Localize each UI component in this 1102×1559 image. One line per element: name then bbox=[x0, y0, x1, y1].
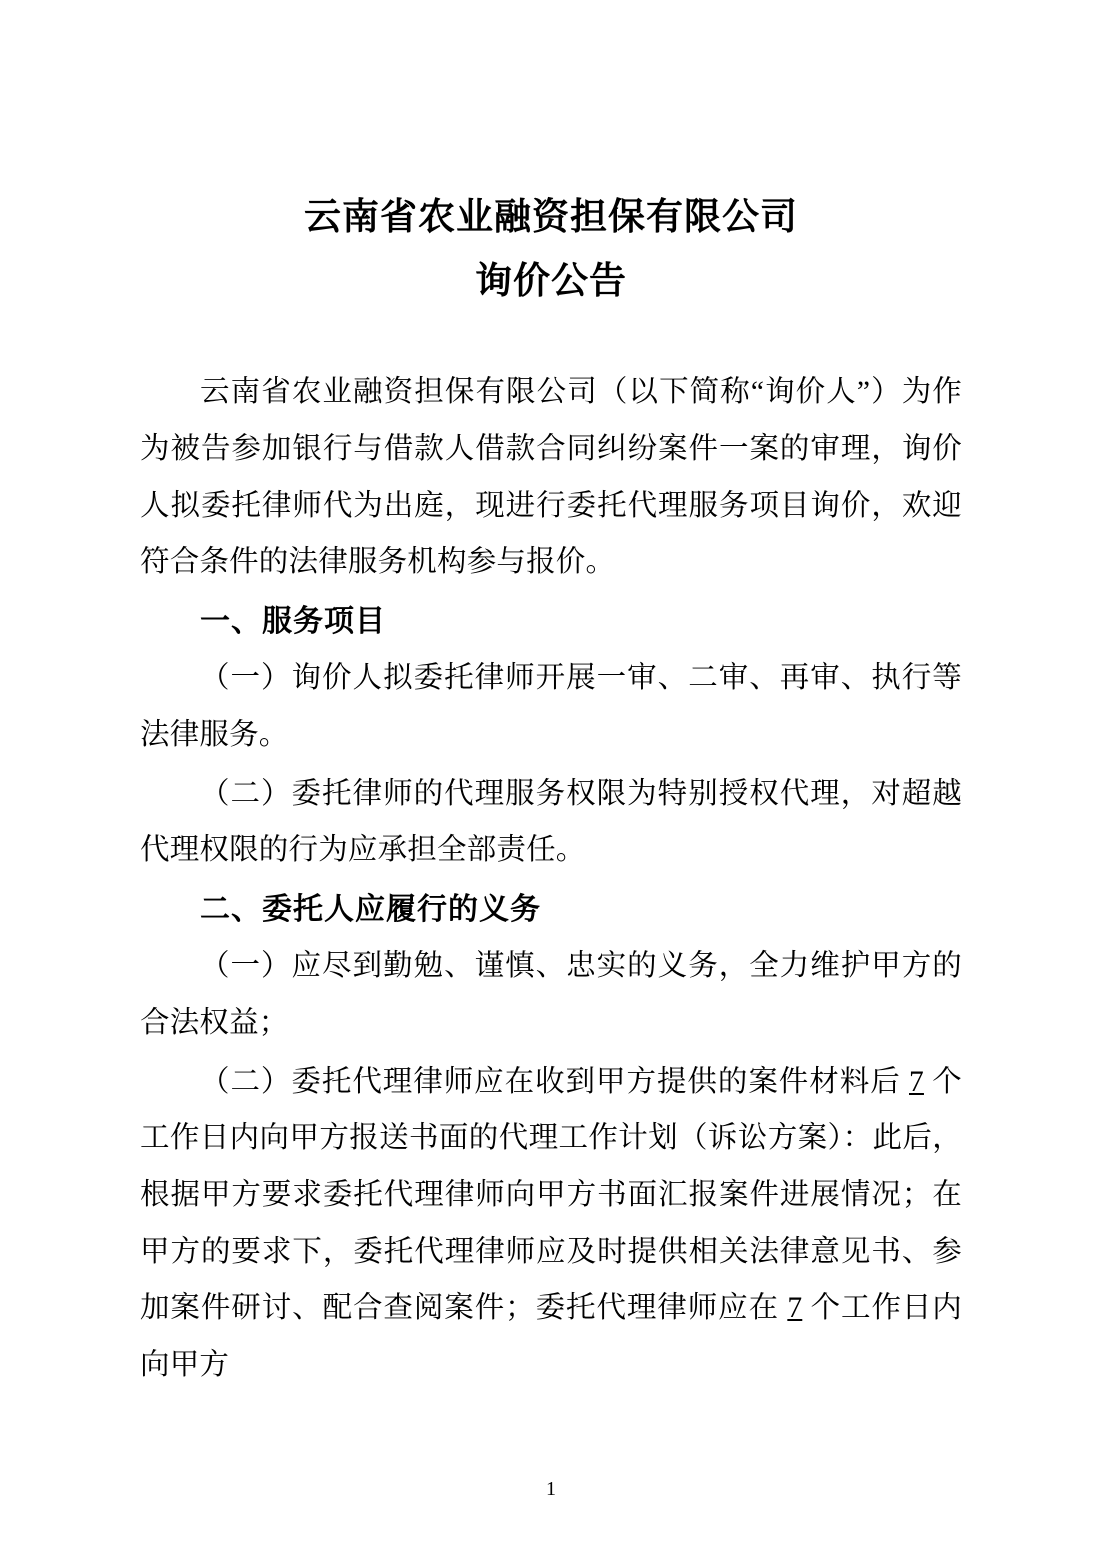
intro-paragraph: 云南省农业融资担保有限公司（以下简称“询价人”）为作为被告参加银行与借款人借款合同纠纷案件一案的审理，询价人拟委托律师代为出庭，现进行委托代理服务项目询价，欢迎符合条件的法律服务机构参与报价。 bbox=[140, 376, 962, 579]
clause-two-number-1: 7 bbox=[909, 1065, 924, 1098]
clause-two-part-1: （二）委托代理律师应在收到甲方提供的案件材料后 bbox=[200, 1065, 909, 1098]
section-1-paragraph-2: （二）委托律师的代理服务权限为特别授权代理，对超越代理权限的行为应承担全部责任。 bbox=[140, 777, 962, 867]
section-1-paragraph-1: （一）询价人拟委托律师开展一审、二审、再审、执行等法律服务。 bbox=[140, 662, 962, 751]
section-2-paragraph-2 bbox=[140, 1054, 962, 1394]
clause-two-number-2: 7 bbox=[787, 1292, 803, 1325]
title-line-1: 云南省农业融资担保有限公司 bbox=[304, 196, 798, 237]
page-title bbox=[140, 185, 962, 312]
clause-two-part-3: 个工作日内向甲方 bbox=[140, 1292, 963, 1381]
title-spacer bbox=[140, 312, 962, 364]
clause-two-part-2: 个工作日内向甲方报送书面的代理工作计划（诉讼方案）：此后，根据甲方要求委托代理律师向甲方书面汇报案件进展情况；在甲方的要求下，委托代理律师应及时提供相关法律意见书、参加案件研讨、配合查阅案件；委托代理律师应在 bbox=[140, 1065, 962, 1325]
section-2-paragraph-1: （一）应尽到勤勉、谨慎、忠实的义务，全力维护甲方的合法权益； bbox=[140, 950, 962, 1040]
page-number: 1 bbox=[546, 1478, 556, 1500]
title-line-2: 询价公告 bbox=[475, 259, 627, 301]
section-heading-2: 二、委托人应履行的义务 bbox=[200, 892, 541, 926]
section-heading-1: 一、服务项目 bbox=[200, 604, 386, 638]
